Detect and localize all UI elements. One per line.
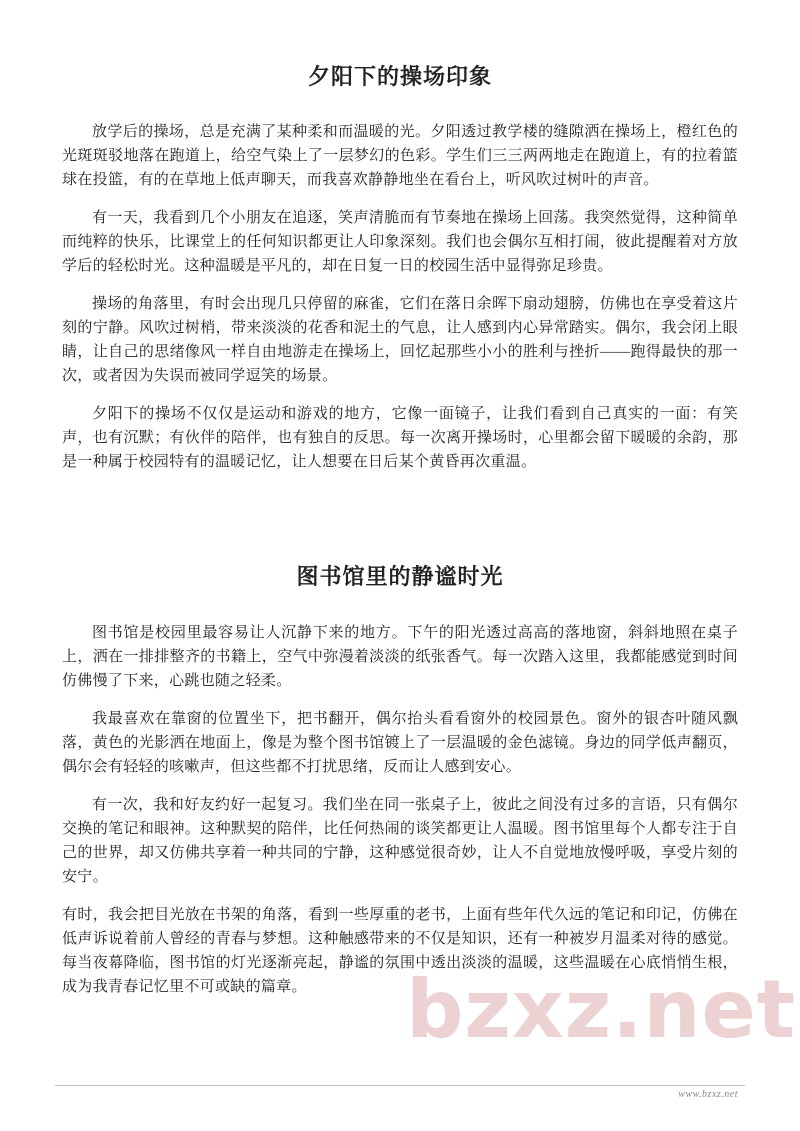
watermark-text: bzxz.net bbox=[406, 963, 796, 1056]
essay-playground-paragraph-2: 有一天，我看到几个小朋友在追逐，笑声清脆而有节奏地在操场上回荡。我突然觉得，这种简单而纯粹的快乐，比课堂上的任何知识都更让人印象深刻。我们也会偶尔互相打闹，彼此提醒着对方放学后的轻松时光。这种温暖是平凡的，却在日复一日的校园生活中显得弥足珍贵。 bbox=[62, 210, 738, 275]
essay-playground-paragraph-3: 操场的角落里，有时会出现几只停留的麻雀，它们在落日余晖下扇动翅膀，仿佛也在享受着这片刻的宁静。风吹过树梢，带来淡淡的花香和泥土的气息，让人感到内心异常踏实。偶尔，我会闭上眼睛，让自己的思绪像风一样自由地游走在操场上，回忆起那些小小的胜利与挫折——跑得最快的那一次，或者因为失误而被同学逗笑的场景。 bbox=[62, 296, 738, 385]
essay-playground-paragraph-4: 夕阳下的操场不仅仅是运动和游戏的地方，它像一面镜子，让我们看到自己真实的一面：有笑声，也有沉默；有伙伴的陪伴，也有独自的反思。每一次离开操场时，心里都会留下暖暖的余韵，那是一种属于校园特有的温暖记忆，让人想要在日后某个黄昏再次重温。 bbox=[62, 406, 738, 471]
essay-library-paragraph-4: 有时，我会把目光放在书架的角落，看到一些厚重的老书，上面有些年代久远的笔记和印记，仿佛在低声诉说着前人曾经的青春与梦想。这种触感带来的不仅是知识，还有一种被岁月温柔对待的感觉。每当夜幕降临，图书馆的灯光逐渐亮起，静谧的氛围中透出淡淡的温暖，这些温暖在心底悄悄生根，成为我青春记忆里不可或缺的篇章。 bbox=[62, 906, 738, 995]
essay-playground bbox=[62, 64, 738, 474]
essay-playground-title: 夕阳下的操场印象 bbox=[307, 64, 492, 89]
essay-library-title: 图书馆里的静谧时光 bbox=[296, 564, 504, 590]
essay-playground-paragraph-1: 放学后的操场，总是充满了某种柔和而温暖的光。夕阳透过教学楼的缝隙洒在操场上，橙红色的光斑斑驳地落在跑道上，给空气染上了一层梦幻的色彩。学生们三三两两地走在跑道上，有的拉着篮球在投篮，有的在草地上低声聊天，而我喜欢静静地坐在看台上，听风吹过树叶的声音。 bbox=[62, 124, 738, 189]
essay-library bbox=[62, 564, 738, 998]
essay-library-paragraph-2: 我最喜欢在靠窗的位置坐下，把书翻开，偶尔抬头看看窗外的校园景色。窗外的银杏叶随风飘落，黄色的光影洒在地面上，像是为整个图书馆镀上了一层温暖的金色滤镜。身边的同学低声翻页，偶尔会有轻轻的咳嗽声，但这些都不打扰思绪，反而让人感到安心。 bbox=[62, 710, 738, 775]
essay-library-paragraph-3: 有一次，我和好友约好一起复习。我们坐在同一张桌子上，彼此之间没有过多的言语，只有偶尔交换的笔记和眼神。这种默契的陪伴，比任何热闹的谈笑都更让人温暖。图书馆里每个人都专注于自己的世界，却又仿佛共享着一种共同的宁静，这种感觉很奇妙，让人不自觉地放慢呼吸，享受片刻的安宁。 bbox=[62, 796, 738, 885]
footer-url: www.bzxz.net bbox=[678, 1089, 738, 1100]
footer-divider bbox=[55, 1085, 745, 1086]
essay-library-paragraph-1: 图书馆是校园里最容易让人沉静下来的地方。下午的阳光透过高高的落地窗，斜斜地照在桌子上，洒在一排排整齐的书籍上，空气中弥漫着淡淡的纸张香气。每一次踏入这里，我都能感觉到时间仿佛慢了下来，心跳也随之轻柔。 bbox=[62, 624, 738, 689]
